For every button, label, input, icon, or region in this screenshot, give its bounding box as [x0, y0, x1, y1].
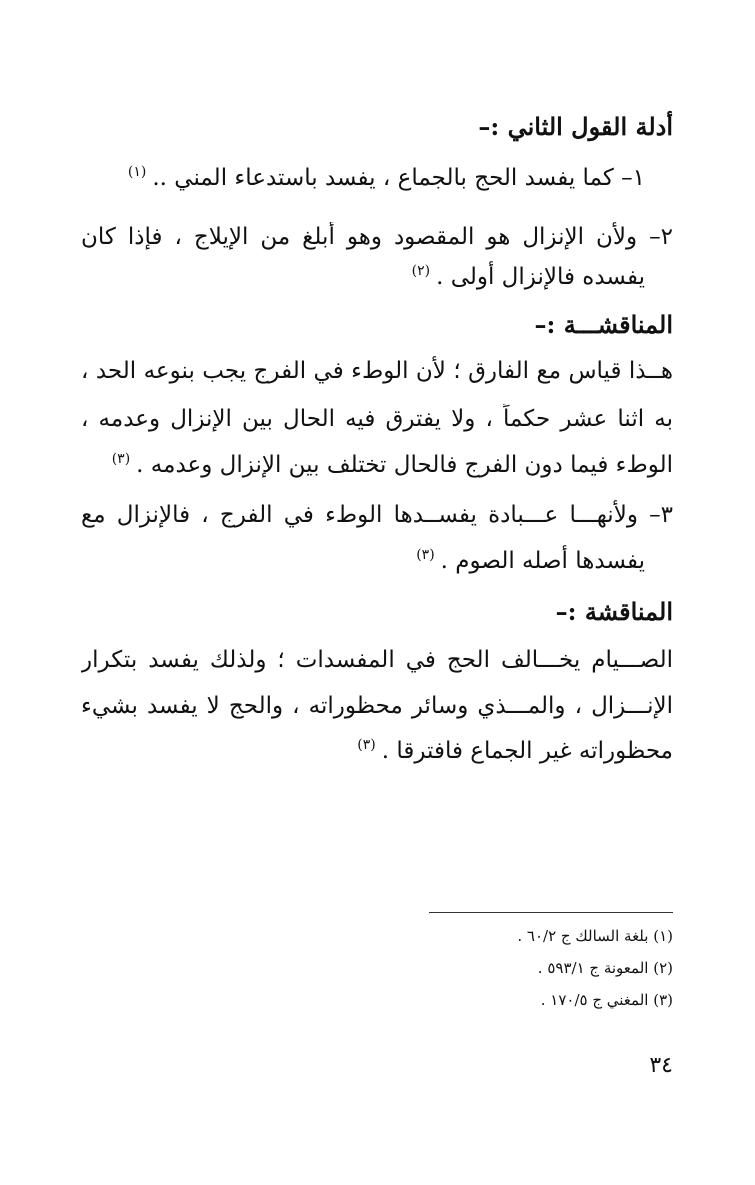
page-number: ٣٤	[649, 1053, 673, 1078]
discussion-1-line-1: هــذا قياس مع الفارق ؛ لأن الوطء في الفرج يجب بنوعه الحد ،	[81, 358, 673, 384]
footnote-separator	[429, 912, 673, 913]
evidence-1: ١– كما يفسد الحج بالجماع ، يفسد باستدعاء المني ..$^{(١)}$	[127, 164, 645, 191]
evidence-3-line-2: يفسدها أصله الصوم .$^{(٣)}$	[416, 547, 645, 574]
evidence-2-line-2: يفسده فالإنزال أولى .$^{(٢)}$	[411, 263, 645, 290]
evidence-2-line-1: ٢– ولأن الإنزال هو المقصود وهو أبلغ من الإيلاج ، فإذا كان	[81, 224, 673, 250]
footnote-ref-1: (١)	[127, 164, 147, 181]
footnote-ref-2: (٢)	[411, 263, 431, 280]
footnote-ref-3c: (٣)	[357, 737, 376, 754]
heading-discussion-2: المناقشة :–	[555, 597, 673, 626]
discussion-2-line-1: الصـــيام يخـــالف الحج في المفسدات ؛ ولذلك يفسد بتكرار	[81, 647, 673, 673]
footnote-3: (٣) المغني ج ١٧٠/٥ .	[540, 991, 673, 1009]
evidence-3-line-1: ٣– ولأنهـــا عـــبادة يفســدها الوطء في الفرج ، فالإنزال مع	[81, 502, 673, 528]
heading-second-opinion-evidence: أدلة القول الثاني :–	[478, 112, 673, 141]
heading-discussion-1: المناقشـــة :–	[534, 310, 673, 339]
footnote-ref-3b: (٣)	[416, 547, 435, 564]
discussion-2-line-3: محظوراته غير الجماع فافترقا .$^{(٣)}$	[357, 737, 673, 764]
discussion-2-line-2: الإنـــزال ، والمـــذي وسائر محظوراته ، والحج لا يفسد بشيء	[81, 693, 673, 719]
footnote-ref-3a: (٣)	[111, 451, 131, 468]
footnote-2: (٢) المعونة ج ٥٩٣/١ .	[537, 959, 673, 977]
discussion-1-line-3: الوطء فيما دون الفرج فالحال تختلف بين الإنزال وعدمه .$^{(٣)}$	[111, 451, 673, 478]
discussion-1-line-2: به اثنا عشر حكماً ، ولا يفترق فيه الحال بين الإنزال وعدمه ،	[81, 406, 673, 432]
footnote-1: (١) بلغة السالك ج ٦٠/٢ .	[517, 927, 673, 945]
